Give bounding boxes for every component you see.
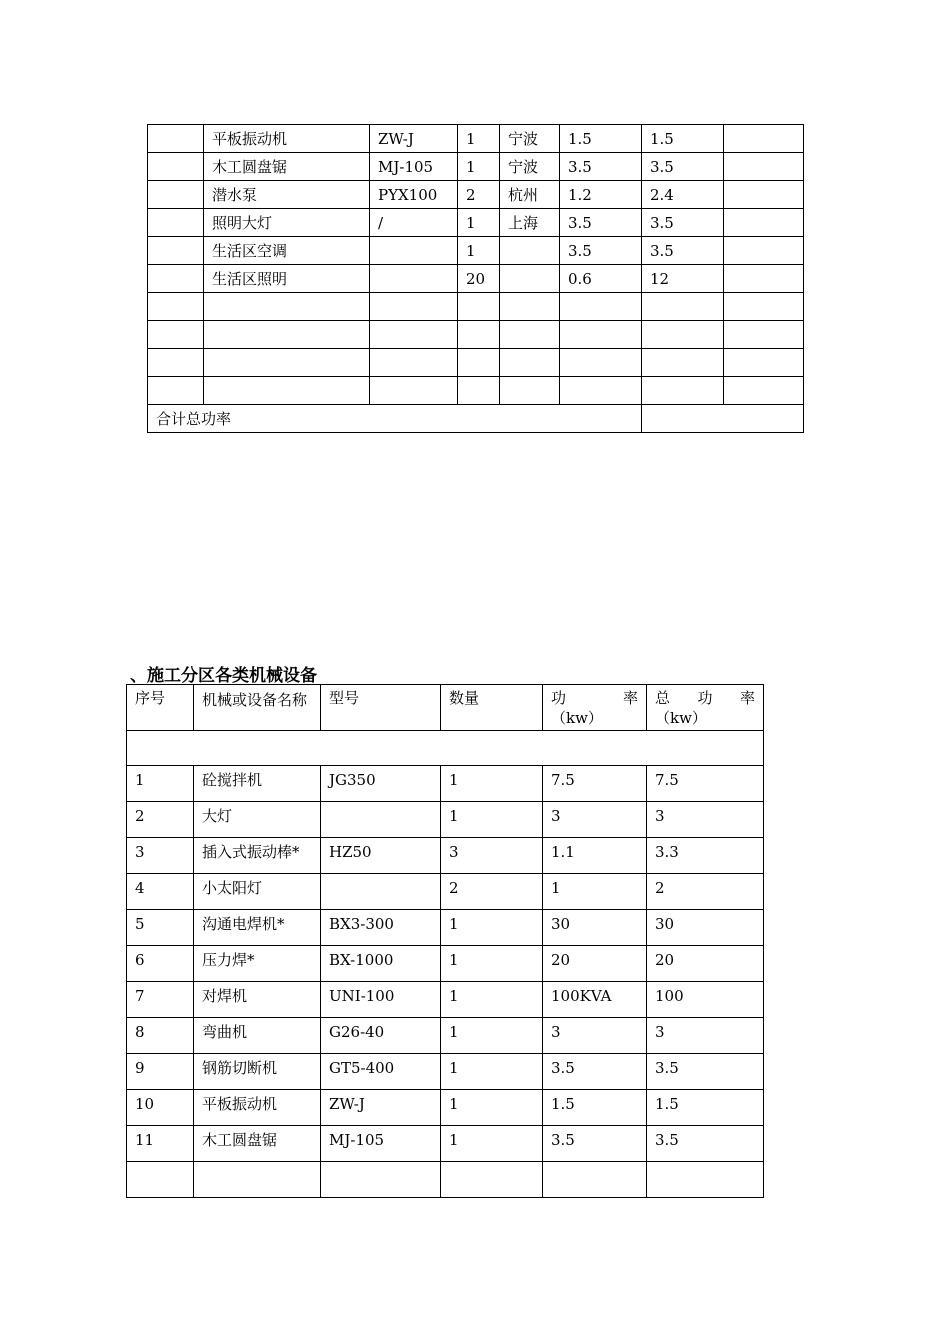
cell-origin: 上海 [500,209,560,237]
cell-qty: 1 [441,910,543,946]
table-row [127,910,764,946]
table-row [148,181,804,209]
cell-total: 3.5 [642,153,724,181]
blank-cell [127,731,764,766]
table-row [127,838,764,874]
cell-qty: 1 [441,766,543,802]
table-row [127,1054,764,1090]
cell-no [148,181,204,209]
header-power-b: 率 [622,689,638,707]
total-label: 合计总功率 [148,405,642,433]
table-row [127,1090,764,1126]
empty-cell [543,1162,647,1198]
header-model: 型号 [321,685,441,731]
cell-note [724,209,804,237]
header-total-c: 率 [739,689,755,707]
equipment-table-continued [147,124,804,433]
empty-cell [642,293,724,321]
table-row [127,982,764,1018]
cell-power: 0.6 [560,265,642,293]
cell-name: 潜水泵 [204,181,370,209]
header-power [543,685,647,731]
header-power-unit: （kw） [551,709,603,727]
cell-total: 1.5 [642,125,724,153]
table-row [148,265,804,293]
cell-no: 5 [127,910,194,946]
empty-cell [560,377,642,405]
table-row [148,125,804,153]
empty-cell [724,377,804,405]
cell-name: 弯曲机 [194,1018,321,1054]
cell-qty: 1 [458,237,500,265]
cell-no [148,209,204,237]
equipment-table-body [148,125,804,433]
cell-qty: 2 [458,181,500,209]
cell-total: 3 [647,1018,764,1054]
cell-qty: 1 [458,209,500,237]
empty-cell [148,293,204,321]
cell-total: 3.3 [647,838,764,874]
cell-power: 30 [543,910,647,946]
cell-note [724,265,804,293]
cell-model: ZW-J [370,125,458,153]
cell-total: 30 [647,910,764,946]
cell-no: 11 [127,1126,194,1162]
cell-model: JG350 [321,766,441,802]
cell-model [321,802,441,838]
cell-qty: 1 [458,125,500,153]
cell-total: 7.5 [647,766,764,802]
cell-qty: 1 [441,1090,543,1126]
empty-cell [370,349,458,377]
cell-name: 生活区照明 [204,265,370,293]
cell-name: 平板振动机 [194,1090,321,1126]
section-title: 、施工分区各类机械设备 [130,666,317,686]
cell-total: 2.4 [642,181,724,209]
cell-no [148,265,204,293]
cell-model: ZW-J [321,1090,441,1126]
empty-cell [204,321,370,349]
empty-cell [370,293,458,321]
empty-cell [194,1162,321,1198]
cell-origin [500,237,560,265]
empty-cell [204,377,370,405]
empty-row [148,377,804,405]
cell-name: 插入式振动棒* [194,838,321,874]
total-row [148,405,804,433]
cell-model: GT5-400 [321,1054,441,1090]
cell-total: 12 [642,265,724,293]
header-total-power [647,685,764,731]
cell-model [370,237,458,265]
empty-cell [500,349,560,377]
cell-total: 2 [647,874,764,910]
empty-cell [458,293,500,321]
zone-machinery-table [126,684,764,1198]
cell-qty: 2 [441,874,543,910]
cell-no [148,237,204,265]
header-qty: 数量 [441,685,543,731]
machinery-table-body [127,685,764,1198]
table-row [127,874,764,910]
empty-cell [642,321,724,349]
empty-cell [647,1162,764,1198]
cell-qty: 1 [441,1018,543,1054]
header-total-unit: （kw） [655,709,707,727]
table-row [127,802,764,838]
cell-name: 木工圆盘锯 [194,1126,321,1162]
table-row [127,766,764,802]
cell-note [724,153,804,181]
empty-cell [148,349,204,377]
empty-cell [321,1162,441,1198]
cell-total: 3.5 [647,1126,764,1162]
cell-note [724,125,804,153]
empty-cell [724,321,804,349]
cell-model: / [370,209,458,237]
cell-qty: 20 [458,265,500,293]
table-row [127,946,764,982]
cell-model [370,265,458,293]
cell-no: 7 [127,982,194,1018]
cell-model: BX3-300 [321,910,441,946]
cell-model: PYX100 [370,181,458,209]
cell-name: 沟通电焊机* [194,910,321,946]
table-row [148,209,804,237]
cell-name: 平板振动机 [204,125,370,153]
empty-cell [560,293,642,321]
cell-model: HZ50 [321,838,441,874]
cell-qty: 1 [441,946,543,982]
empty-cell [560,321,642,349]
cell-total: 100 [647,982,764,1018]
cell-no: 1 [127,766,194,802]
empty-row [127,1162,764,1198]
blank-row [127,731,764,766]
cell-power: 3.5 [560,153,642,181]
empty-row [148,321,804,349]
cell-no: 2 [127,802,194,838]
cell-name: 压力焊* [194,946,321,982]
cell-power: 100KVA [543,982,647,1018]
cell-no: 10 [127,1090,194,1126]
empty-cell [500,321,560,349]
empty-row [148,349,804,377]
empty-cell [148,377,204,405]
empty-cell [204,349,370,377]
total-value [642,405,804,433]
cell-name: 照明大灯 [204,209,370,237]
cell-qty: 1 [441,1054,543,1090]
empty-cell [642,377,724,405]
empty-cell [127,1162,194,1198]
empty-cell [458,321,500,349]
cell-name: 小太阳灯 [194,874,321,910]
cell-origin: 宁波 [500,125,560,153]
cell-model: MJ-105 [321,1126,441,1162]
cell-name: 木工圆盘锯 [204,153,370,181]
cell-model [321,874,441,910]
empty-cell [370,321,458,349]
cell-power: 7.5 [543,766,647,802]
cell-power: 3 [543,802,647,838]
empty-cell [370,377,458,405]
empty-cell [724,293,804,321]
empty-cell [642,349,724,377]
cell-qty: 3 [441,838,543,874]
cell-power: 3.5 [543,1126,647,1162]
cell-no: 3 [127,838,194,874]
header-total-a: 总 [655,689,671,707]
cell-name: 大灯 [194,802,321,838]
cell-origin: 杭州 [500,181,560,209]
empty-cell [204,293,370,321]
empty-row [148,293,804,321]
cell-name: 对焊机 [194,982,321,1018]
cell-power: 3.5 [560,237,642,265]
cell-total: 3.5 [647,1054,764,1090]
empty-cell [500,377,560,405]
empty-cell [458,349,500,377]
cell-qty: 1 [458,153,500,181]
cell-model: G26-40 [321,1018,441,1054]
cell-origin: 宁波 [500,153,560,181]
cell-note [724,237,804,265]
cell-total: 20 [647,946,764,982]
cell-no: 4 [127,874,194,910]
header-total-b: 功 [697,689,713,707]
cell-model: MJ-105 [370,153,458,181]
cell-qty: 1 [441,1126,543,1162]
cell-no: 6 [127,946,194,982]
cell-total: 3.5 [642,209,724,237]
cell-model: UNI-100 [321,982,441,1018]
table-row [127,1018,764,1054]
cell-power: 1.5 [560,125,642,153]
cell-name: 砼搅拌机 [194,766,321,802]
cell-no [148,153,204,181]
cell-no: 9 [127,1054,194,1090]
cell-total: 1.5 [647,1090,764,1126]
cell-power: 1 [543,874,647,910]
table-row [127,1126,764,1162]
cell-total: 3 [647,802,764,838]
cell-power: 3 [543,1018,647,1054]
empty-cell [560,349,642,377]
header-name: 机械或设备名称 [194,685,321,731]
header-power-a: 功 [551,689,567,707]
table-row [148,237,804,265]
empty-cell [441,1162,543,1198]
cell-power: 1.1 [543,838,647,874]
header-row [127,685,764,731]
cell-qty: 1 [441,982,543,1018]
cell-note [724,181,804,209]
cell-qty: 1 [441,802,543,838]
cell-no: 8 [127,1018,194,1054]
cell-name: 生活区空调 [204,237,370,265]
cell-power: 20 [543,946,647,982]
empty-cell [148,321,204,349]
empty-cell [458,377,500,405]
cell-power: 1.2 [560,181,642,209]
cell-origin [500,265,560,293]
empty-cell [500,293,560,321]
cell-name: 钢筋切断机 [194,1054,321,1090]
cell-power: 1.5 [543,1090,647,1126]
table-row [148,153,804,181]
cell-power: 3.5 [543,1054,647,1090]
empty-cell [724,349,804,377]
header-no: 序号 [127,685,194,731]
cell-model: BX-1000 [321,946,441,982]
cell-power: 3.5 [560,209,642,237]
cell-no [148,125,204,153]
cell-total: 3.5 [642,237,724,265]
